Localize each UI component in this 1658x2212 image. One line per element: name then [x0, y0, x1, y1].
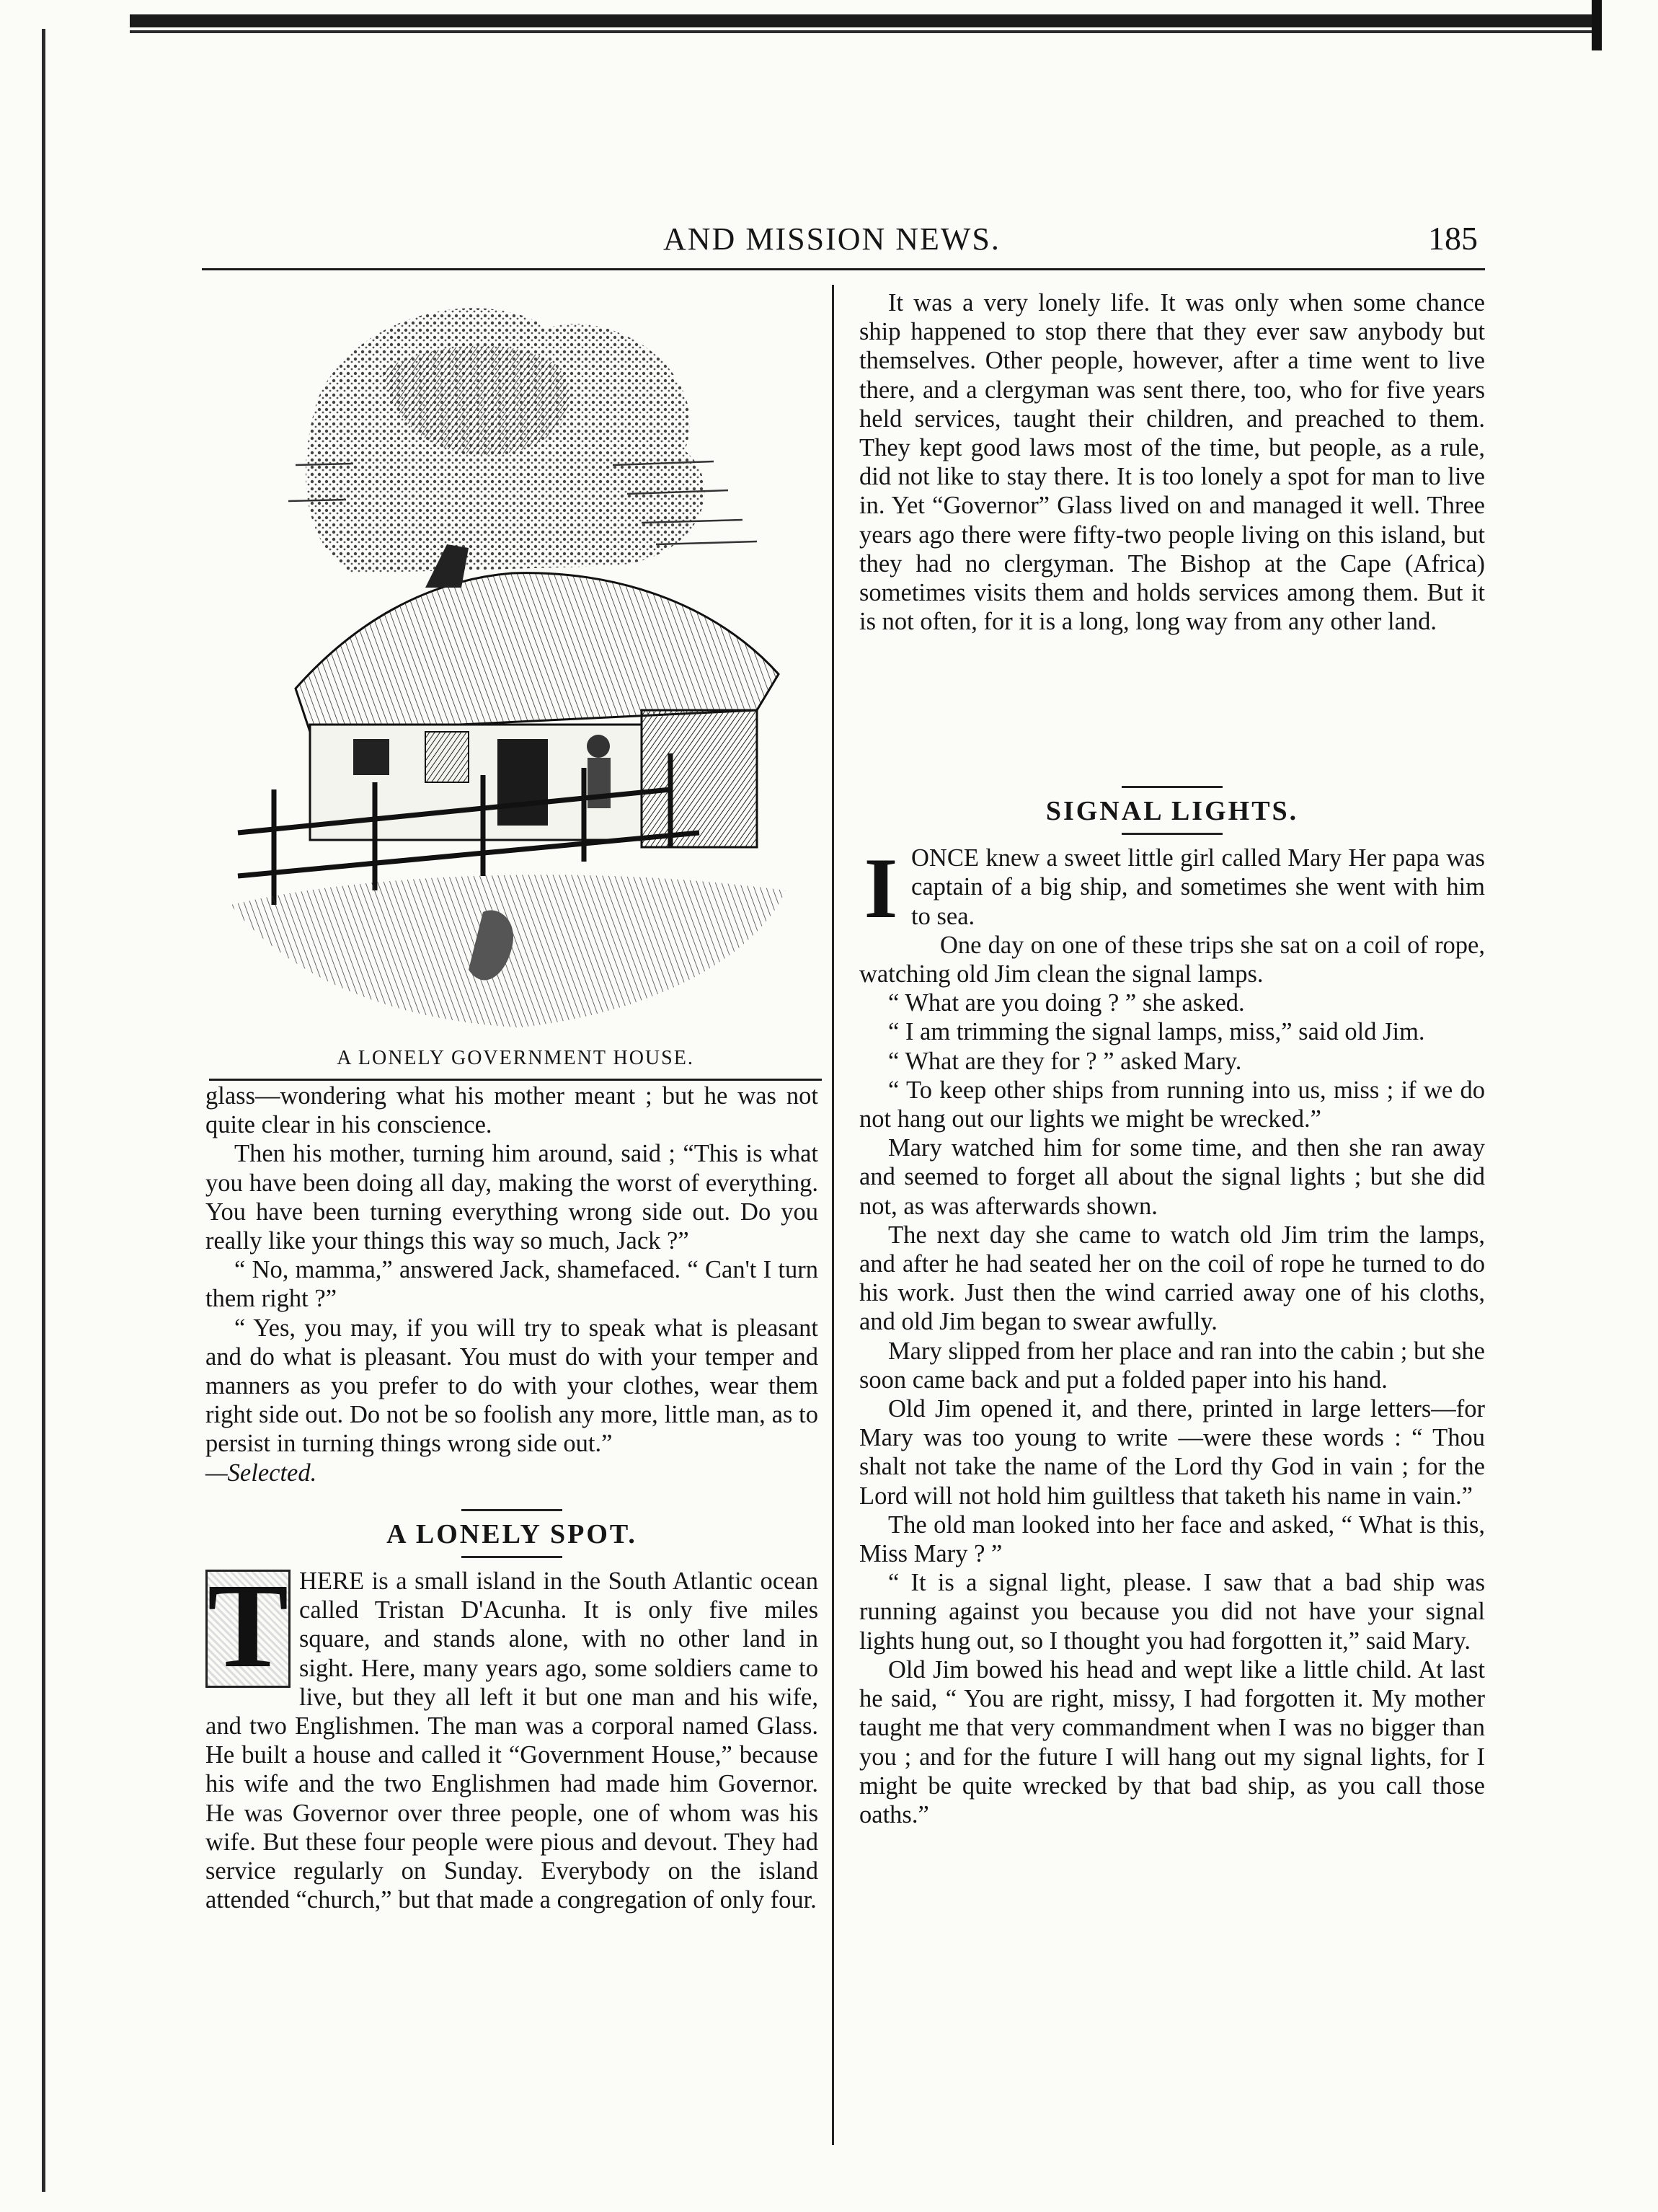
- page-header: [202, 215, 1485, 265]
- lonely-spot-continued: It was a very lonely life. It was only when some chance ship happened to stop there that they ever saw anybody but themselves. Other people, however, after a time went to live there, and a clergyman was sent there, too, who for five years held services, taught their children, and preached to them. They kept good laws most of the time, but people, as a rule, did not like to stay there. It is too lonely a spot for man to live in. Yet “Governor” Glass lived on and managed it well. Three years ago there were fifty-two people living on this island, but they had no clergyman. The Bishop at the Cape (Africa) sometimes visits them and holds services among them. But it is not often, for it is a long, long way from any other land.: [859, 289, 1485, 636]
- story-paragraph: glass—wondering what his mother meant ; but he was not quite clear in his conscience.: [205, 1082, 818, 1139]
- section-rule: [1122, 833, 1223, 835]
- story-credit: —Selected.: [205, 1459, 317, 1487]
- illustration-caption: A LONELY GOVERNMENT HOUSE.: [337, 1047, 694, 1069]
- header-rule: [202, 268, 1485, 270]
- dropcap-t: T: [205, 1570, 291, 1688]
- page-right-edge: [1592, 0, 1602, 50]
- signal-lights-paragraph: “ To keep other ships from running into us, miss ; if we do not hang out our lights we might be wrecked.”: [859, 1076, 1485, 1133]
- signal-lights-paragraph: Mary slipped from her place and ran into the cabin ; but she soon came back and put a folded paper into his hand.: [859, 1337, 1485, 1394]
- signal-lights-body: [859, 840, 1485, 937]
- lonely-spot-paragraph: HERE is a small island in the South Atlantic ocean called Tristan D'Acunha. It is only five miles square, and stands alone, with no other land in sight. Here, many years ago, some soldiers came to live, but they all left it but one man and his wife, and two Englishmen. The man was a corporal named Glass. He built a house and called it “Government House,” because his wife and the two Englishmen had made him Governor. He was Governor over three people, one of whom was his wife. But these four people were pious and devout. They had service regularly on Sunday. Everybody on the island attended “church,” but that made a congregation of only four.: [205, 1567, 818, 1914]
- right-column-top: [859, 288, 1485, 636]
- lonely-spot-body: [205, 1559, 818, 1914]
- story-paragraph: Then his mother, turning him around, said ; “This is what you have been doing all day, making the worst of everything. You have been turning everything wrong side out. Do you really like your things this way so much, Jack ?”: [205, 1140, 818, 1255]
- top-border-rule-thin: [130, 30, 1600, 33]
- caption-rule: [209, 1079, 822, 1081]
- signal-lights-paragraph: One day on one of these trips she sat on a coil of rope, watching old Jim clean the signal lamps.: [859, 931, 1485, 988]
- dropcap-i: I: [864, 840, 898, 937]
- left-column: [205, 1081, 818, 1914]
- signal-lights-paragraph: The old man looked into her face and asked, “ What is this, Miss Mary ? ”: [859, 1510, 1485, 1568]
- section-title-signal-lights: SIGNAL LIGHTS.: [1045, 796, 1299, 826]
- government-house-illustration: [209, 285, 822, 1042]
- signal-lights-paragraph: “ I am trimming the signal lamps, miss,” said old Jim.: [888, 1018, 1425, 1046]
- page-left-edge: [42, 29, 45, 2192]
- signal-lights-paragraph: Old Jim bowed his head and wept like a little child. At last he said, “ You are right, missy, I had forgotten it. My mother taught me that very commandment when I was no bigger than you ; and for the future I will hang out my signal lights, for I might be quite wrecked by that bad ship, as you call those oaths.”: [859, 1655, 1485, 1828]
- page-number: 185: [1428, 220, 1478, 257]
- story-paragraph: “ No, mamma,” answered Jack, shamefaced. “ Can't I turn them right ?”: [205, 1256, 818, 1313]
- signal-lights-paragraph: Old Jim opened it, and there, printed in large letters—for Mary was too young to write —were these words : “ Thou shalt not take the name of the Lord thy God in vain ; for the Lord will not hold him guiltless that taketh his name in vain.”: [859, 1395, 1485, 1510]
- signal-lights-section: [859, 779, 1485, 1829]
- running-head: AND MISSION NEWS.: [663, 221, 1001, 257]
- section-rule: [1122, 786, 1223, 788]
- signal-lights-paragraph: “ It is a signal light, please. I saw that a bad ship was running against you because you did not have your signal lights hung out, so I thought you had forgotten it,” said Mary.: [859, 1569, 1485, 1655]
- signal-lights-paragraph: ONCE knew a sweet little girl called Mary Her papa was captain of a big ship, and sometimes she went with him to sea.: [911, 844, 1485, 930]
- signal-lights-paragraph: Mary watched him for some time, and then she ran away and seemed to forget all about the signal lights ; but she did not, as was afterwards shown.: [859, 1134, 1485, 1220]
- signal-lights-paragraph: “ What are you doing ? ” she asked.: [888, 989, 1245, 1017]
- section-rule: [461, 1509, 562, 1511]
- column-divider: [832, 285, 834, 2145]
- story-paragraph: “ Yes, you may, if you will try to speak what is pleasant and do what is pleasant. You must do with your temper and manners as you prefer to do with your clothes, wear them right side out. Do not be so foolish any more, little man, as to persist in turning things wrong side out.”: [205, 1314, 818, 1458]
- top-border-rule: [130, 14, 1600, 27]
- section-title-lonely-spot: A LONELY SPOT.: [386, 1518, 637, 1549]
- section-rule: [461, 1556, 562, 1558]
- signal-lights-paragraph: The next day she came to watch old Jim trim the lamps, and after he had seated her on the coil of rope he turned to do his work. Just then the wind carried away one of his cloths, and old Jim began to swear awfully.: [859, 1221, 1485, 1336]
- signal-lights-paragraph: “ What are they for ? ” asked Mary.: [888, 1047, 1242, 1075]
